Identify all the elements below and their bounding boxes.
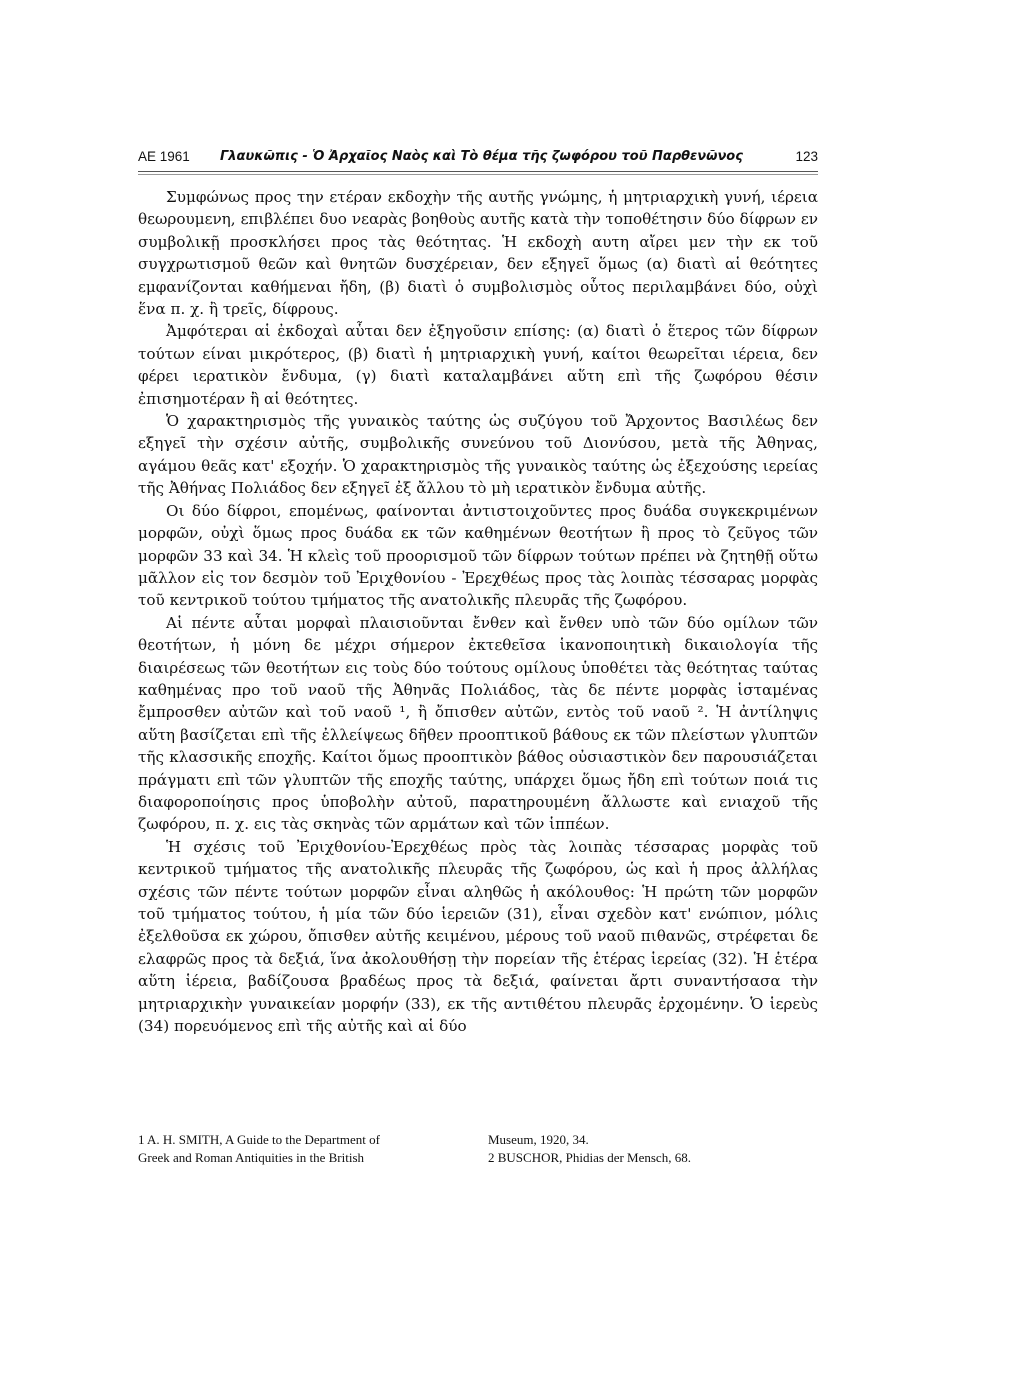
footnote-line: 2 BUSCHOR, Phidias der Mensch, 68.	[488, 1150, 691, 1165]
footnote-line: Greek and Roman Antiquities in the British	[138, 1150, 365, 1165]
footnote-column-left	[138, 1131, 468, 1167]
paragraph: Ἡ σχέσις τοῦ Ἐριχθονίου-Ἐρεχθέως πρὸς τὰς λοιπὰς τέσσαρας μορφὰς τοῦ κεντρικοῦ τμήματος τῆς ανατολικῆς πλευρᾶς τῆς ζωφόρου, ὡς καὶ ἡ προς ἀλλήλας σχέσις τῶν πέντε τούτων μορφῶν εἶναι αληθῶς ἡ ακόλουθος: Ἡ πρώτη τῶν μορφῶν τοῦ τμήματος τούτου, ἡ μία τῶν δύο ἱερειῶν (31), εἶναι σχεδὸν κατ' ενώπιον, μόλις ἐξελθοῦσα εκ χώρου, ὄπισθεν αὐτῆς κειμένου, μέρους τοῦ ναοῦ πιθανῶς, στρέφεται δε ελαφρῶς προς τὰ δεξιά, ἵνα ἀκολουθήσῃ τὴν πορείαν τῆς ἑτέρας ἱερείας (32). Ἡ ἑτέρα αὕτη ἱέρεια, βαδίζουσα βραδέως προς τὰ δεξιά, φαίνεται ἄρτι συναντήσασα τὴν μητριαρχικὴν γυναικείαν μορφήν (33), εκ τῆς αντιθέτου πλευρᾶς ἐρχομένην. Ὁ ἱερεὺς (34) πορευόμενος επὶ τῆς αὐτῆς καὶ αἱ δύο	[138, 837, 818, 1036]
page-number: 123	[795, 149, 818, 164]
running-title: Γλαυκῶπις - Ὁ Ἀρχαῖος Ναὸς καὶ Τὸ θέμα τῆς ζωφόρου τοῦ Παρθενῶνος	[220, 149, 743, 164]
header-rule-secondary	[138, 174, 818, 175]
running-header	[138, 146, 818, 168]
journal-abbreviation: ΑΕ 1961	[138, 149, 190, 164]
header-rule	[138, 171, 818, 172]
paragraph: Ὁ χαρακτηρισμὸς τῆς γυναικὸς ταύτης ὡς συζύγου τοῦ Ἄρχοντος Βασιλέως δεν εξηγεῖ τὴν σχέσιν αὐτῆς, συμβολικῆς συνεύνου τοῦ Διονύσου, μετὰ τῆς Ἀθηνας, αγάμου θεᾶς κατ' εξοχήν. Ὁ χαρακτηρισμὸς τῆς γυναικὸς ταύτης ὡς ἐξεχούσης ιερείας τῆς Ἀθήνας Πολιάδος δεν εξηγεῖ ἐξ ἄλλου τὸ μὴ ιερατικὸν ἔνδυμα αὐτῆς.	[138, 412, 818, 498]
paragraph: Ἀμφότεραι αἱ ἐκδοχαὶ αὗται δεν ἐξηγοῦσιν επίσης: (α) διατὶ ὁ ἕτερος τῶν δίφρων τούτων είναι μικρότερος, (β) διατὶ ἡ μητριαρχικὴ γυνή, καίτοι θεωρεῖται ιέρεια, δεν φέρει ιερατικὸν ἔνδυμα, (γ) διατὶ καταλαμβάνει αὕτη επὶ τῆς ζωφόρου θέσιν ἐπισημοτέραν ἢ αἱ θεότητες.	[138, 322, 818, 408]
footnote-column-right	[488, 1131, 818, 1167]
paragraph: Συμφώνως προς την ετέραν εκδοχὴν τῆς αυτῆς γνώμης, ἡ μητριαρχικὴ γυνή, ιέρεια θεωρουμενη, επιβλέπει δυο νεαρὰς βοηθοὺς αυτῆς κατὰ τὴν τοποθέτησιν δύο δίφρων εν συμβολικῇ προσκλήσει προς τὰς θεότητας. Ἡ εκδοχὴ αυτη αἴρει μεν τὴν εκ τοῦ συγχρωτισμοῦ θεῶν καὶ θνητῶν δυσχέρειαν, δεν εξηγεῖ ὅμως (α) διατὶ αἱ θεότητες εμφανίζονται καθήμεναι ἤδη, (β) διατὶ ὁ συμβολισμὸς οὗτος περιλαμβάνει δύο, οὐχὶ ἕνα π. χ. ἢ τρεῖς, δίφρους.	[138, 188, 818, 319]
body-text	[138, 186, 818, 1037]
footnote-line: Museum, 1920, 34.	[488, 1132, 589, 1147]
paragraph: Οι δύο δίφροι, επομένως, φαίνονται ἀντιστοιχοῦντες προς δυάδα συγκεκριμένων μορφῶν, οὐχὶ ὅμως προς δυάδα εκ τῶν καθημένων θεοτήτων ἢ προς τὸ ζεῦγος τῶν μορφῶν 33 καὶ 34. Ἡ κλεὶς τοῦ προορισμοῦ τῶν δίφρων τούτων πρέπει νὰ ζητηθῇ οὕτω μᾶλλον εἰς τον δεσμὸν τοῦ Ἐριχθονίου - Ἐρεχθέως προς τὰς λοιπὰς τέσσαρας μορφὰς τοῦ κεντρικοῦ τούτου τμήματος τῆς ανατολικῆς πλευρᾶς τῆς ζωφόρου.	[138, 501, 818, 610]
paragraph: Αἱ πέντε αὗται μορφαὶ πλαισιοῦνται ἔνθεν καὶ ἔνθεν υπὸ τῶν δύο ομίλων τῶν θεοτήτων, ἡ μόνη δε μέχρι σήμερον ἐκτεθεῖσα ἱκανοποιητικὴ δικαιολογία τῆς διαιρέσεως τῶν θεοτήτων εις τοὺς δύο τούτους ομίλους ὑποθέτει τὰς θεότητας ταύτας καθημένας προ τοῦ ναοῦ τῆς Ἀθηνᾶς Πολιάδος, τὰς δε πέντε μορφὰς ἱσταμένας ἔμπροσθεν αὐτῶν καὶ τοῦ ναοῦ ¹, ἢ ὄπισθεν αὐτῶν, εντὸς τοῦ ναοῦ ². Ἡ ἀντίληψις αὕτη βασίζεται επὶ τῆς ἐλλείψεως δῆθεν προοπτικοῦ βάθους εκ τῶν πλείστων γλυπτῶν τῆς κλασσικῆς εποχῆς. Καίτοι ὅμως προοπτικὸν βάθος οὐσιαστικὸν δεν παρουσιάζεται πράγματι επὶ τῶν γλυπτῶν τῆς εποχῆς ταύτης, υπάρχει ὅμως ἤδη επὶ τούτων ποιά τις διαφοροποίησις προς ὑποβολὴν αὐτοῦ, παρατηρουμένη ἄλλωστε καὶ ενιαχοῦ τῆς ζωφόρου, π. χ. εις τὰς σκηνὰς τῶν αρμάτων καὶ τῶν ἱππέων.	[138, 613, 818, 834]
footnote-line: 1 A. H. SMITH, A Guide to the Department of	[138, 1132, 380, 1147]
